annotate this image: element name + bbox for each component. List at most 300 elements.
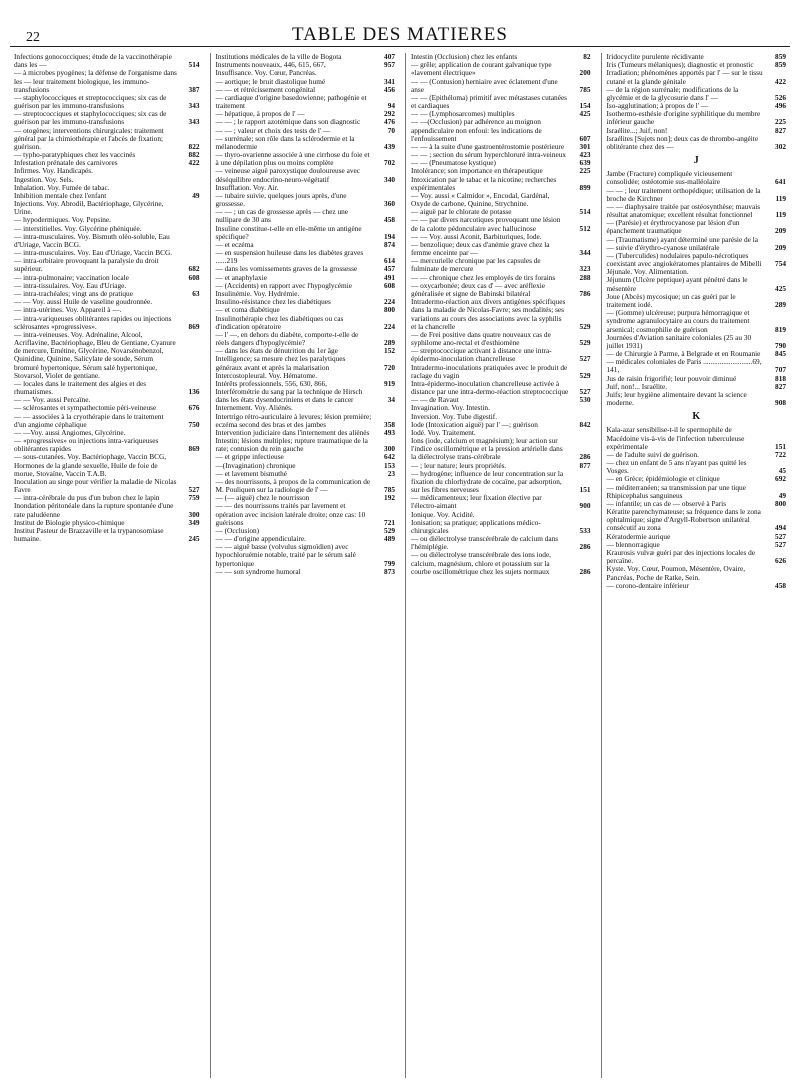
index-page-ref: 882 [188,150,200,160]
index-page-ref: 349 [188,517,200,527]
index-entry-text: Insuffisance. Voy. Cœur, Pancréas. [215,68,317,78]
index-entry-text: — ou diélectrolyse transcérébrale de calcium dans l'hémiplégie. [411,534,559,552]
index-entry-text: — thyro-ovarienne associée à une cirrhose du foie et à une dépilation plus ou moins complète [215,150,370,168]
index-entry-text: — — Voy. aussi Percaïne. [14,395,91,405]
index-page-ref: 458 [384,215,395,225]
index-entry [14,315,200,331]
index-page-ref: 23 [387,468,395,478]
index-entry [216,355,396,371]
index-page-ref: 873 [384,566,395,576]
index-page-ref: 119 [775,193,786,203]
index-page-ref: 641 [775,177,786,187]
index-page-ref: 289 [384,338,395,348]
index-entry [607,549,787,565]
index-entry-text: — — ; le rapport azotémique dans son diagnostic [215,117,361,127]
index-page-ref: 154 [579,101,591,111]
index-entry-text: — mercurielle chronique par les capsules de fulminate de mercure [411,256,541,274]
index-entry-text: — — son syndrome humoral [215,566,301,576]
index-page-ref: 529 [579,338,591,348]
index-page-ref: 425 [579,109,591,119]
index-page-ref: 527 [775,539,786,549]
index-entry-text: — hydrogène; influence de leur concentration sur la fixation du chlorhydrate de cocaïne, par adsorption, sur les fibres nerveuses [411,468,564,495]
index-entry-text: Intradermo-réaction aux divers antigènes spécifiques dans la maladie de Nicolas-Favre; ses modalités; ses variations au cours des associations avec la syphilis et la chancrelle [411,297,566,331]
index-page-ref: 874 [384,239,395,249]
index-column [210,53,396,1078]
index-entry-text: — l' —, en dehors du diabète, comporte-t-elle de réels dangers d'hypoglycémie? [215,329,359,348]
index-entry-text: — et coma diabétique [215,305,280,315]
index-entry-text: Inhibition mentale chez l'enfant [14,190,107,200]
index-entry-text: — en Grèce; épidémiologie et clinique [606,474,720,484]
index-entry-text: — hépatique, à propos de l' — [215,109,305,119]
index-entry [14,257,200,273]
index-entry-text: Intérêts professionnels, 556, 630, 866, [215,378,327,388]
index-entry-text: — — diaphysaire traitée par ostéosynthèse; mauvais résultat anatomique; excellent résultat fonctionnel [606,201,761,220]
index-entry-text: — sous-cutanées. Voy. Bactériophage, Vaccin BCG, Hormones de la glande sexuelle, Huile de foie de morue, Stovaïne, Vaccin T.A.B. [14,452,167,478]
index-page-ref: 300 [384,444,395,454]
index-entry-text: Infirmes. Voy. Handicapés. [14,166,93,176]
index-entry-text: Kératodermie aurique [606,531,671,541]
index-page-ref: 422 [188,158,200,168]
index-entry-text: — (— aiguë) chez le nourrisson [215,493,310,503]
index-entry-text: — — et rétrécissement congénital [215,84,316,94]
index-page-ref: 288 [579,272,591,282]
index-entry-text: — typho-paratyphiques chez les vaccinés [14,150,136,160]
index-entry-text: Interférométrie du sang par la technique de Hirsch dans les états dysendocriniens et dans le cancer [215,387,363,405]
index-entry [411,470,591,495]
index-page-ref: 344 [579,248,591,258]
index-page-ref: 750 [188,419,200,429]
index-page-ref: 458 [775,580,786,590]
index-entry-text: — —(Occlusion) par adhérence au moignon appendiculaire non enfoui: les indications de l'enfouissement [411,117,542,143]
index-entry-text: — infantile; un cas de — observé à Paris [606,498,727,508]
index-page-ref: 456 [384,84,395,94]
index-page-ref: 822 [188,141,200,151]
index-page-ref: 859 [775,53,786,61]
index-entry-text: Intervention judiciaire dans l'internement des aliénés [215,427,370,437]
index-entry-text: — hypodermiques. Voy. Pepsine. [14,215,111,225]
index-page-ref: 425 [775,283,786,293]
index-entry-text: Institut de Biologie physico-chimique [14,517,125,527]
index-page-ref: 899 [579,182,591,192]
index-page-ref: 387 [188,84,200,94]
index-page-ref: 819 [775,324,786,334]
index-page-ref: 209 [775,242,786,252]
index-entry [14,380,200,396]
index-column [601,53,787,1078]
index-entry [411,380,591,396]
index-entry [411,298,591,331]
index-entry [607,187,787,203]
index-page-ref: 908 [775,398,786,408]
index-entry [216,192,396,208]
index-entry-text: — — ; leur traitement orthopédique; utilisation de la broche de Kirchner [606,185,761,203]
index-entry [607,276,787,292]
index-entry [607,334,787,350]
index-entry-text: Intelligence; sa mesure chez les paralytiques généraux avant et après la malarisation [215,354,346,372]
index-entry [216,167,396,183]
index-entry-text: Infestation prénatale des carnivores [14,158,118,168]
index-entry-text: Jambe (Fracture) compliquée vicieusement consolidée; ostéotomie sus-malléolaire [606,169,733,187]
index-entry [607,565,787,581]
index-entry-text: — — Voy. aussi Huile de vaseline goudronnée. [14,297,153,307]
index-page-ref: 800 [775,498,786,508]
index-entry [607,86,787,102]
index-page-ref: 151 [775,441,786,451]
index-entry-text: Isothermo-esthésie d'origine syphilitique du membre inférieur gauche [606,109,761,127]
index-entry [216,568,396,576]
index-entry-text: Injections. Voy. Abrodil, Bactériophage, Glycérine, Urine. [14,199,164,217]
index-entry-text: — de Chirurgie à Parme, à Belgrade et en Roumanie [606,349,761,359]
index-page-ref: 754 [775,259,786,269]
index-page-ref: 302 [775,141,786,151]
index-entry [411,118,591,143]
index-section-letter: K [692,411,701,423]
index-entry-text: — intra-musculaires. Voy. Bismuth oléo-soluble, Eau d'Uriage, Vaccin BCG. [14,231,170,249]
index-entry-text: Insulinémie. Voy. Hydrémie. [215,288,300,298]
index-entry [14,110,200,126]
index-entry-text: Irradiation; phénomènes apportés par l' — sur le tissu cutané et la glande génitale [606,68,763,86]
index-entry-text: — — (Pneumatose kystique) [411,158,496,168]
index-entry [607,203,787,219]
index-entry [411,176,591,192]
index-entry-text: — chez un enfant de 5 ans n'ayant pas quitté les Vosges. [606,458,747,476]
index-entry-text: Journées d'Aviation sanitaire coloniales (25 au 30 juillet 1931) [606,332,752,350]
index-page-ref: 527 [579,354,591,364]
index-entry-text: Intradermo-inoculations pratiquées avec le produit de raclage du vagin [411,362,568,380]
index-page-ref: 439 [384,141,395,151]
index-page-ref: 34 [387,395,395,405]
index-entry-text: — méditerranéen; sa transmission par une tique Rhipicephalus sanguineus [606,482,746,500]
index-entry-text: — veineuse aiguë paroxystique douloureuse avec déséquilibre endocrino-neuro-végétatif [215,166,360,184]
index-page-ref: 639 [579,158,591,168]
index-entry [607,236,787,252]
index-page-ref: 785 [579,84,591,94]
index-entry [607,391,787,407]
index-entry [411,257,591,273]
index-entry [216,413,396,429]
index-entry-text: — intra-cérébrale du pus d'un bubon chez le lapin [14,493,160,503]
index-entry-text: Israélite...; Juif, non! [606,125,668,135]
index-page-ref: 877 [579,460,591,470]
index-columns [0,47,800,1078]
index-entry [411,535,591,551]
index-entry-text: — de la région surrénale; modifications de la glycémie et de la glycosurie dans l' — [606,84,739,102]
index-entry-text: Iso-agglutination; à propos de l' — [606,101,709,111]
index-page-ref: 194 [384,231,395,241]
index-entry-text: — — d'origine appendiculaire. [215,534,306,544]
index-entry-text: — benzolique; deux cas d'anémie grave chez la femme enceinte par — [411,239,550,258]
index-entry [411,364,591,380]
index-entry-text: — — à la suite d'une gastroentérostomie postérieure [411,141,565,151]
index-page-ref: 533 [579,525,591,535]
index-entry [14,127,200,152]
index-entry-text: — des nourrissons, à propos de la communication de M. Pouliquen sur la radiologie de l' — [215,476,371,495]
index-page-ref: 608 [384,280,395,290]
index-entry-text: Insulino-résistance chez les diabétiques [215,297,331,307]
index-page-ref: 842 [579,419,591,429]
index-entry [216,478,396,494]
index-entry-text: Juifs; leur hygiène alimentaire devant la science moderne. [606,389,747,408]
index-entry-text: — et eczéma [215,239,254,249]
index-entry-text: — intra-musculaires. Voy. Eau d'Uriage, Vaccin BCG. [14,248,173,258]
index-page-ref: 457 [384,264,395,274]
index-entry-text: Jéjunum (Ulcère peptique) ayant pénétré dans le mésentère [606,275,748,293]
index-entry [14,200,200,216]
index-entry [411,437,591,462]
index-entry-text: — de Frei positive dans quatre nouveaux cas de syphilome ano-rectal et d'esthiomène [411,329,551,348]
index-page-ref: 136 [188,387,200,397]
index-entry-text: — intra-variqueuses oblitérantes rapides ou injections sclérosantes «progressives». [14,313,172,331]
index-page-ref: 529 [579,370,591,380]
index-entry-text: — «progressives» ou injections intra-variqueuses oblitérantes rapides [14,436,159,454]
index-entry-text: — — des nourrissons traités par lavement et opération avec incision latérale droite; onze cas: 10 guérisons [215,501,366,527]
index-entry-text: — — chronique chez les employés de tirs forains [411,272,556,282]
index-entry-text: — et lavement bismuthé [215,468,288,478]
index-entry-text: Ingestion. Voy. Sels. [14,174,74,184]
index-page-ref: 512 [579,223,591,233]
index-entry [14,437,200,453]
index-page-ref: 759 [188,493,200,503]
index-entry-text: Iridocyclite purulente récidivante [606,53,704,61]
index-entry-text: Intertrigo rétro-auriculaire à levures; lésion première; eczéma second des bras et des jambes [215,411,372,429]
index-page-ref: 341 [384,76,395,86]
index-page-ref: 785 [384,485,395,495]
page-header [10,8,790,47]
index-page-ref: 489 [384,534,395,544]
index-column [405,53,591,1078]
index-entry-text: — interstitielles. Voy. Glycérine phéniquée. [14,223,142,233]
index-page-ref: 491 [384,272,395,282]
index-entry-text: — otogènes; interventions chirurgicales: traitement général par la chimiothérapie et l'abcès de fixation; guérison. [14,125,164,151]
index-entry-text: — (Occlusion) [215,525,260,535]
index-page-ref: 45 [778,466,786,476]
index-entry-text: Instruments nouveaux, 446, 615, 667, [215,60,326,70]
index-page-ref: 614 [384,256,395,266]
index-entry-text: — médicamenteux; leur fixation élective par l'électro-aimant [411,493,542,511]
index-entry [216,331,396,347]
index-entry-text: — tubaire suivie, quelques jours après, d'une grossesse. [215,190,347,209]
index-entry-text: Institutions médicales de la ville de Bogota [215,53,342,61]
index-page-ref: 225 [579,166,591,176]
index-entry [14,502,200,518]
index-entry-text: Intra-épidermo-inoculation chancrelleuse activée à distance par une intra-dermo-réaction streptococcique [411,378,569,397]
index-entry-text: Intestin; lésions multiples; rupture traumatique de la rate; contusion du rein gauche [215,436,368,454]
index-entry-text: — aortique; le bruit diastolique humé [215,76,326,86]
index-entry-text: — intra-tissulaires. Voy. Eau d'Uriage. [14,280,127,290]
index-page-ref: 245 [188,534,200,544]
index-page-ref: 786 [579,288,591,298]
index-page-ref: 422 [775,76,786,86]
index-entry [411,241,591,257]
index-entry [607,293,787,309]
page-number: 22 [26,30,40,45]
index-entry-text: Ionisation; sa pratique; applications médico-chirurgicales [411,517,541,535]
index-entry-text: — de l'adulte suivi de guérison. [606,449,700,459]
index-entry [411,519,591,535]
index-page-ref: 827 [775,125,786,135]
index-page-ref: 407 [384,53,395,61]
index-page-ref: 692 [775,474,786,484]
index-entry-text: Intolérance; son importance en thérapeutique [411,166,543,176]
index-page-ref: 493 [384,427,395,437]
index-entry [411,78,591,94]
index-page-ref: 152 [384,346,395,356]
index-entry-text: — à microbes pyogènes; la défense de l'organisme dans les — leur traitement biologique, les immuno-transfusions [14,68,177,94]
index-entry [216,135,396,151]
index-page-ref: 526 [775,92,786,102]
index-page-ref: 527 [579,387,591,397]
index-page-ref: 289 [775,300,786,309]
index-entry-text: — en suspension huileuse dans les diabètes graves ......219 [215,248,364,266]
index-page-ref: 358 [384,419,395,429]
index-entry [14,453,200,478]
index-entry [607,252,787,268]
index-entry [14,69,200,94]
index-entry [411,551,591,576]
index-entry-text: — ou diélectrolyse transcérébrale des ions iode, calcium, magnésium, chlore et potassium sur la courbe oscillométrique chez les sujets normaux [411,550,552,576]
index-entry-text: — blennorragique [606,539,660,549]
index-entry-text: Infections gonococciques; étude de la vaccinothérapie dans les — [14,53,172,70]
index-entry-text: — dans les vomissements graves de la grossesse [215,264,358,274]
index-entry-text: — intra-utérines. Voy. Appareil à —. [14,305,122,315]
index-page-ref: 49 [778,490,786,500]
index-entry-text: — ; leur nature; leurs propriétés. [411,460,507,470]
index-entry-text: — aiguë par le chlorate de potasse [411,207,512,217]
index-entry-text: — Voy. aussi « Calmidor », Encodal, Gardénal, Oxyde de carbone, Quinine, Strychnine. [411,190,550,209]
index-entry [607,459,787,475]
index-page-ref: 720 [384,362,395,372]
index-entry-text: — — aiguë basse (volvulus sigmoïdien) avec hypochloruémie notable, traité par le sérum salé hypertonique [215,542,356,568]
index-entry [216,249,396,265]
index-page-ref: 900 [579,501,591,511]
index-entry-text: — et anaphylaxie [215,272,267,282]
index-entry-text: — — ; valeur et choix des tests de l' — [215,125,331,135]
index-entry-text: Inoculation au singe pour vérifier la maladie de Nicolas Favre [14,476,177,495]
index-page-ref: 957 [384,60,395,70]
index-entry [607,426,787,451]
index-page-ref: 119 [775,210,786,220]
index-entry-text: — corono-dentaire inférieur [606,580,689,590]
index-page-ref: 827 [775,381,786,391]
index-entry [14,413,200,429]
index-entry-text: Inversion. Voy. Tube digestif. [411,411,498,421]
index-page-ref: 343 [188,101,200,111]
index-page-ref: 63 [192,288,200,298]
index-page-ref: 869 [188,444,200,454]
index-entry-text: — (Parésie) et érythrocyanose par lésion d'un épanchement traumatique [606,218,740,236]
index-page-ref: 845 [775,349,786,359]
index-entry-text: — surrénale; son rôle dans la sclérodermie et la mélanodermie [215,133,355,151]
index-page-ref: 423 [579,150,591,160]
index-entry-text: — intra-trachéales; vingt ans de pratique [14,288,133,298]
index-entry-text: Iris (Tumeurs mélaniques); diagnostic et pronostic [606,60,754,70]
index-entry-text: — — par divers narcotiques provoquant une lésion de la calotte pédonculaire avec hallucinose [411,215,561,233]
index-page-ref: 153 [384,460,395,470]
index-entry [607,110,787,126]
index-page-ref: 360 [384,199,395,209]
index-entry-text: — —Voy. aussi Angiomes, Glycérine. [14,427,126,437]
index-entry [411,216,591,232]
index-page-ref: 200 [579,68,591,78]
index-entry [216,543,396,568]
index-entry-text: Ions (iode, calcium et magnésium); leur action sur l'indice oscillométrique et la pression artérielle dans la diélectrolyse trans-cérébrale [411,436,563,462]
index-entry [607,484,787,500]
index-page-ref: 94 [387,101,395,111]
index-entry [14,94,200,110]
index-entry-text: Iode (Intoxication aiguë) par l' —; guérison [411,419,538,429]
index-entry-text: — médicales coloniales de Paris ...........................69, 141, [606,357,762,375]
page-title: TABLE DES MATIERES [292,24,508,45]
index-entry-text: Internement. Voy. Aliénés. [215,403,293,413]
index-entry-text: Intoxication par le tabac et la nicotine; recherches expérimentales [411,174,557,192]
index-entry-text: Joue (Abcès) mycosique; un cas guéri par le traitement iodé. [606,291,736,309]
index-page-ref: 721 [384,517,395,527]
index-entry-text: — oxycarbonée; deux cas d' — avec aréflexie généralisée et signe de Babinski bilatéral [411,280,546,298]
index-entry [14,527,200,543]
index-entry [14,233,200,249]
index-page-ref: 529 [384,525,395,535]
index-entry-text: Intercostopleural. Voy. Hématome. [215,370,318,380]
index-entry [607,135,787,151]
index-page-ref: 818 [775,373,786,383]
index-page-ref: 292 [384,109,395,119]
index-page-ref: 530 [579,395,591,405]
index-page-ref: 722 [775,449,786,459]
index-page-ref: 49 [192,190,200,200]
index-entry-text: — cardiaque d'origine basedowienne; pathogénie et traitement [215,92,367,111]
index-entry [607,170,787,186]
index-entry-text: — et grippe infectieuse [215,452,284,462]
index-entry-text: — — associées à la cryothérapie dans le traitement d'un angiome céphalique [14,411,164,429]
index-entry [411,61,591,77]
index-section-letter: J [693,155,699,167]
index-entry [14,478,200,494]
index-page-ref: 70 [387,125,395,135]
index-entry-text: Juif, non!... Israélite. [606,381,668,391]
index-page-ref: 286 [579,566,591,576]
index-entry-text: Inondation péritonéale dans la rupture spontanée d'une rate paludéenne [14,501,174,519]
index-page-ref: 682 [188,264,200,274]
index-page-ref: 476 [384,117,395,127]
index-entry-text: — — de Ravaut [411,395,459,405]
index-entry-text: Ionique. Voy. Acidité. [411,509,475,519]
index-entry-text: Kératite parenchymateuse; sa fréquence dans le zona ophtalmique; signe d'Argyll-Robertson unilatéral consécutif au zona [606,507,761,533]
index-entry [607,582,787,590]
index-entry [607,309,787,334]
index-entry [216,315,396,331]
index-entry-text: — intra-orbitaire provoquant la paralysie du droit supérieur. [14,256,159,274]
index-entry-text: Insuline constitue-t-elle en elle-même un antigène spécifique? [215,223,362,241]
index-page-ref: 286 [579,452,591,462]
index-entry [411,331,591,347]
index-page-ref: 151 [579,485,591,495]
index-page-ref: 676 [188,403,200,413]
index-entry [411,494,591,510]
index-page-ref: 529 [579,321,591,331]
index-entry [607,69,787,85]
index-entry-text: — (Gomme) ulcéreuse; purpura hémorragique et syndrome agranulocytaire au cours du traitement arsenical; cosmophilie de guérison [606,308,750,334]
index-page-ref: 300 [188,509,200,519]
index-page-ref: 514 [579,207,591,217]
index-page-ref: 192 [384,493,395,503]
index-page-ref: 702 [384,158,395,168]
index-entry [607,508,787,533]
index-entry-text: Jus de raisin frigorifié; leur pouvoir diminué [606,373,737,383]
index-entry-text: — sclérosantes et sympathectomie péri-veineuse [14,403,157,413]
index-entry [216,437,396,453]
index-page-ref: 225 [775,117,786,127]
index-page-ref: 286 [579,542,591,552]
